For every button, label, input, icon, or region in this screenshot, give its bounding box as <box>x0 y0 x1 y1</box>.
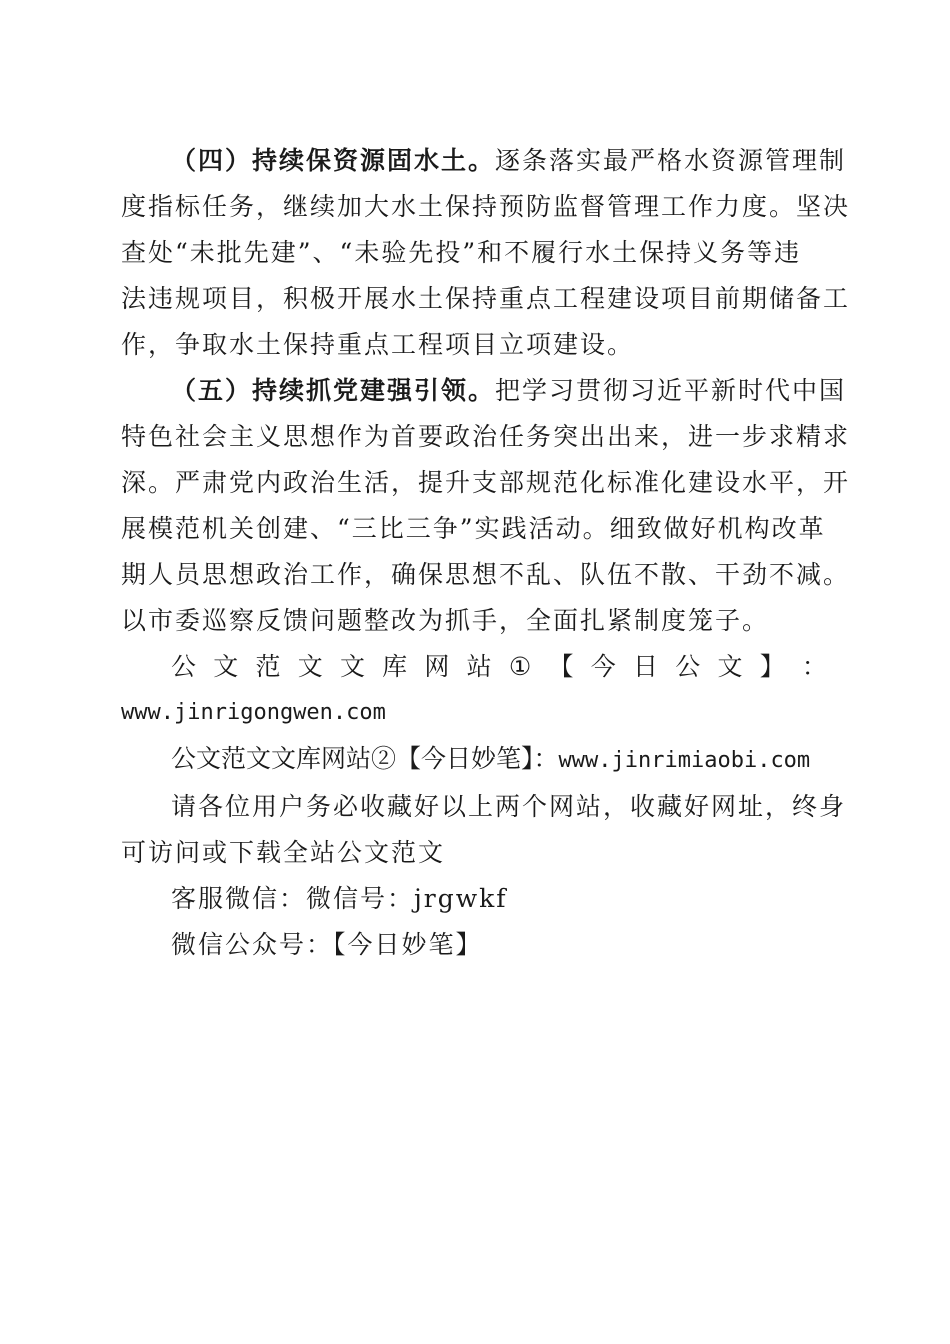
section-four <box>121 138 851 368</box>
site1-label-char: 网 <box>424 652 450 681</box>
section-five-line-1: 把学习贯彻习近平新时代中国 <box>495 376 847 405</box>
site1-label-char: 范 <box>255 652 281 681</box>
site1-label-char: ① <box>508 652 532 681</box>
site1-label-char: 文 <box>297 652 323 681</box>
site1-url[interactable]: www.jinrigongwen.com <box>121 700 386 725</box>
document-body <box>121 138 851 968</box>
section-four-line-4: 法违规项目，积极开展水土保持重点工程建设项目前期储备工 <box>121 284 851 313</box>
site1-label-char: 站 <box>466 652 492 681</box>
section-four-heading: （四）持续保资源固水土。 <box>171 146 496 175</box>
site1-label-char: 公 <box>171 652 197 681</box>
site1-label-char: 】 <box>759 652 785 681</box>
site1-label-char: 公 <box>675 652 701 681</box>
section-four-line-1: 逐条落实最严格水资源管理制 <box>495 146 847 175</box>
section-five-line-2: 特色社会主义思想作为首要政治任务突出出来，进一步求精求 <box>121 422 851 451</box>
site1-label-char: 日 <box>632 652 658 681</box>
section-five-heading: （五）持续抓党建强引领。 <box>171 376 496 405</box>
section-five-line-6: 以市委巡察反馈问题整改为抓手，全面扎紧制度笼子。 <box>121 606 770 635</box>
section-five-line-4: 展模范机关创建、“三比三争”实践活动。细致做好机构改革 <box>121 514 826 543</box>
site1-label-char: 今 <box>590 652 616 681</box>
section-four-line-5: 作，争取水土保持重点工程项目立项建设。 <box>121 330 635 359</box>
wechat-service: 客服微信：微信号：jrgwkf <box>171 884 508 913</box>
site2-url[interactable]: www.jinrimiaobi.com <box>558 748 811 773</box>
site1-label-char: 文 <box>339 652 365 681</box>
section-five <box>121 368 851 644</box>
site1-label-char: 库 <box>382 652 408 681</box>
section-four-first-line <box>121 138 847 184</box>
notice-line-1: 请各位用户务必收藏好以上两个网站，收藏好网址，终身 <box>171 792 847 821</box>
site-info <box>121 644 847 968</box>
site2-line <box>121 736 827 784</box>
site1-label-char: 【 <box>548 652 574 681</box>
section-five-line-3: 深。严肃党内政治生活，提升支部规范化标准化建设水平，开 <box>121 468 851 497</box>
wechat-official: 微信公众号：【今日妙笔】 <box>171 930 483 959</box>
section-four-line-3: 查处“未批先建”、“未验先投”和不履行水土保持义务等违 <box>121 238 802 267</box>
site1-label <box>121 644 827 690</box>
site1-label-char: 文 <box>213 652 239 681</box>
site1-label-char: ： <box>801 652 827 681</box>
site1-label-char: 文 <box>717 652 743 681</box>
section-five-first-line <box>121 368 847 414</box>
notice-line-2: 可访问或下载全站公文范文 <box>121 838 446 867</box>
section-five-line-5: 期人员思想政治工作，确保思想不乱、队伍不散、干劲不减。 <box>121 560 851 589</box>
section-four-line-2: 度指标任务，继续加大水土保持预防监督管理工作力度。坚决 <box>121 192 851 221</box>
site2-label: 公文范文文库网站②【今日妙笔】： <box>171 744 559 773</box>
